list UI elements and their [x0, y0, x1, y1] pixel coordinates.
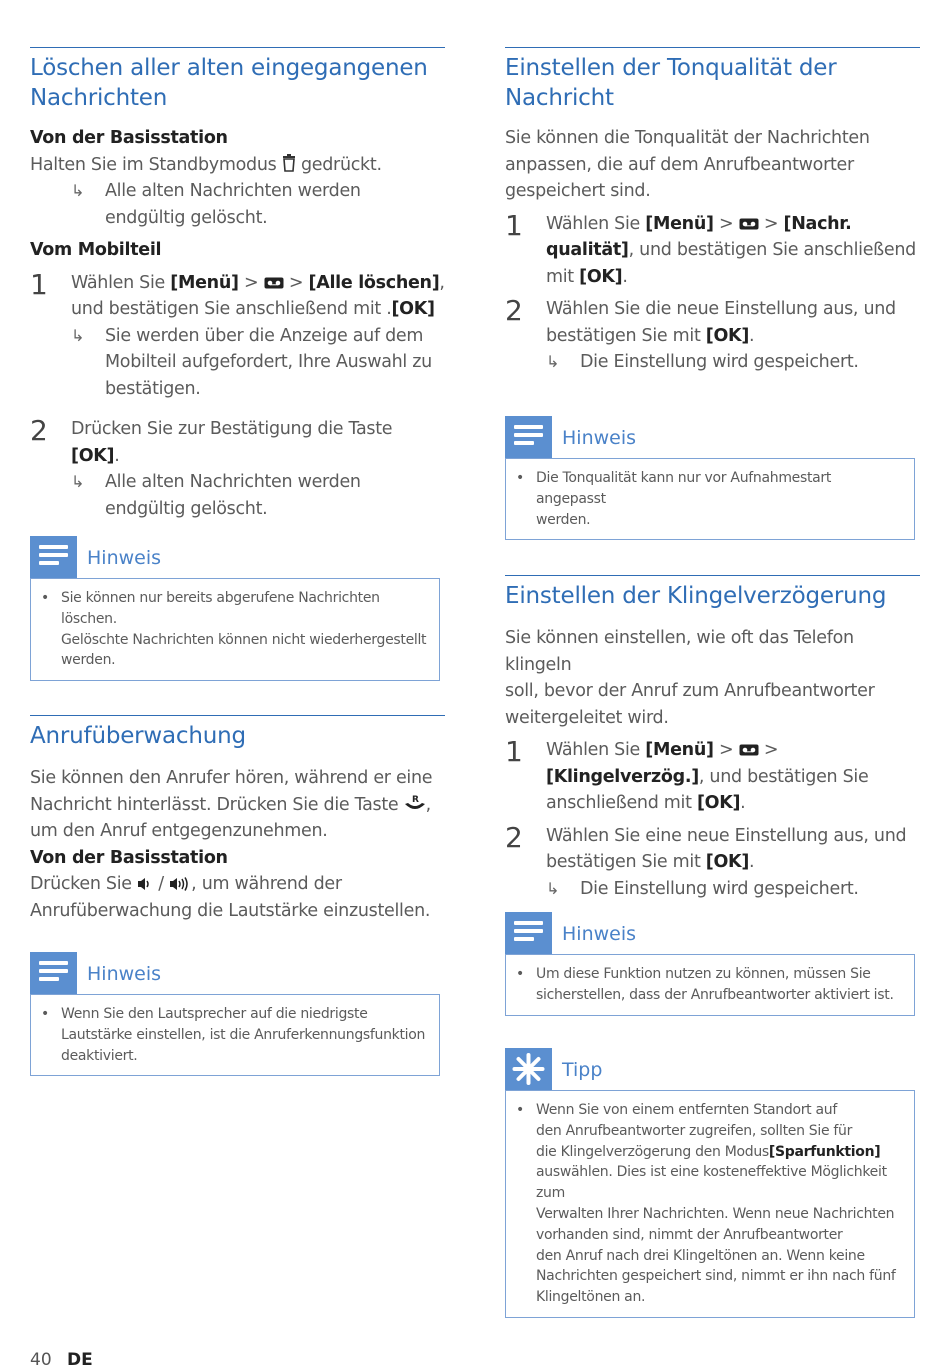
- volume-down-icon: [137, 877, 153, 891]
- page-number: 40: [30, 1350, 52, 1370]
- svg-text:R: R: [411, 794, 419, 805]
- paragraph: Halten Sie im Standbymodus gedrückt.: [30, 154, 382, 175]
- section-title: Anrufüberwachung: [30, 723, 246, 749]
- section-title: Einstellen der Klingelverzögerung: [505, 583, 887, 609]
- subheading: Von der Basisstation: [30, 847, 228, 868]
- result-arrow-icon: ↳: [71, 181, 85, 200]
- section-title: Löschen aller alten eingegangenen Nachrichten: [30, 55, 428, 111]
- result-line: ↳ Die Einstellung wird gespeichert.: [546, 349, 920, 376]
- note-icon: [30, 536, 77, 578]
- note-title: Hinweis: [87, 547, 162, 569]
- phone-r-icon: [404, 794, 426, 812]
- result-arrow-icon: ↳: [546, 878, 560, 898]
- result-line: ↳ Alle alten Nachrichten werden endgültig gelöscht.: [71, 178, 445, 231]
- paragraph: Sie können die Tonqualität der Nachrichten anpassen, die auf dem Anrufbeantworter gespeichert sind.: [505, 128, 870, 201]
- result-line: ↳ Sie werden über die Anzeige auf dem Mobilteil aufgefordert, Ihre Auswahl zu bestätigen.: [71, 323, 445, 403]
- section-ring-delay: [505, 575, 920, 902]
- note-box: Hinweis • Sie können nur bereits abgerufene Nachrichten löschen. Gelöschte Nachrichten können nicht wiederhergestellt werden.: [30, 536, 440, 681]
- step-1: 1 Wählen Sie [Menü] > > [Alle löschen], und bestätigen Sie anschließend mit .[OK] ↳ Sie werden über die Anzeige auf dem Mobilteil aufgefordert, Ihre Auswahl zu bestätigen.: [30, 270, 445, 403]
- subheading: Von der Basisstation: [30, 128, 228, 148]
- note-icon: [505, 912, 552, 954]
- section-delete-all: [30, 47, 445, 522]
- tip-box: Tipp • Wenn Sie von einem entfernten Standort auf den Anrufbeantworter zugreifen, sollten Sie für die Klingelverzögerung den Modus[Sparfunktion] auswählen. Dies ist eine kosteneffektive Möglichkeit zum Verwalten Ihrer Nachrichten. Wenn neue Nachrichten vorhanden sind, nimmt der Anrufbeantworter den Anruf nach drei Klingeltönen an. Wenn keine Nachrichten gespeichert sind, nimmt er ihn nach fünf Klingeltönen an.: [505, 1048, 915, 1318]
- section-call-monitoring: [30, 715, 445, 924]
- result-line: ↳ Die Einstellung wird gespeichert.: [546, 876, 920, 903]
- result-line: ↳ Alle alten Nachrichten werden endgültig gelöscht.: [71, 469, 445, 522]
- note-title: Hinweis: [87, 963, 162, 985]
- paragraph: Sie können einstellen, wie oft das Telefon klingeln soll, bevor der Anruf zum Anrufbeantworter weitergeleitet wird.: [505, 628, 875, 728]
- step-2: 2 Wählen Sie die neue Einstellung aus, und bestätigen Sie mit [OK]. ↳ Die Einstellung wird gespeichert.: [505, 296, 920, 376]
- section-title: Einstellen der Tonqualität der Nachricht: [505, 55, 837, 111]
- result-arrow-icon: ↳: [546, 352, 560, 371]
- note-box: Hinweis • Die Tonqualität kann nur vor Aufnahmestart angepasst werden.: [505, 416, 915, 540]
- subheading: Vom Mobilteil: [30, 240, 162, 260]
- note-icon: [505, 416, 552, 458]
- tip-icon: [505, 1048, 552, 1090]
- answering-machine-icon: [739, 743, 759, 757]
- answering-machine-icon: [739, 217, 759, 231]
- bullet-icon: •: [516, 1102, 524, 1118]
- step-1: 1 Wählen Sie [Menü] > > [Nachr. qualität], und bestätigen Sie anschließend mit [OK].: [505, 208, 916, 287]
- tip-title: Tipp: [562, 1059, 603, 1081]
- note-title: Hinweis: [562, 923, 637, 945]
- section-sound-quality: [505, 47, 920, 376]
- volume-up-icon: [169, 877, 191, 891]
- bullet-icon: •: [516, 966, 524, 982]
- language-code: DE: [67, 1350, 93, 1370]
- note-box: Hinweis • Um diese Funktion nutzen zu können, müssen Sie sicherstellen, dass der Anrufbeantworter aktiviert ist.: [505, 912, 915, 1016]
- step-2: 2 Wählen Sie eine neue Einstellung aus, und bestätigen Sie mit [OK]. ↳ Die Einstellung wird gespeichert.: [505, 823, 920, 903]
- note-box: Hinweis • Wenn Sie den Lautsprecher auf die niedrigste Lautstärke einstellen, ist die Anruferkennungsfunktion deaktiviert.: [30, 952, 440, 1076]
- page-footer: [30, 1350, 93, 1370]
- paragraph: Drücken Sie / , um während der Anrufüberwachung die Lautstärke einzustellen.: [30, 874, 431, 921]
- result-arrow-icon: ↳: [71, 325, 85, 345]
- note-title: Hinweis: [562, 427, 637, 449]
- step-1: 1 Wählen Sie [Menü] > > [Klingelverzög.], und bestätigen Sie anschließend mit [OK].: [505, 735, 869, 813]
- bullet-icon: •: [516, 470, 524, 486]
- answering-machine-icon: [264, 276, 284, 290]
- trash-icon: [282, 154, 296, 172]
- result-arrow-icon: ↳: [71, 472, 85, 491]
- paragraph: Sie können den Anrufer hören, während er eine Nachricht hinterlässt. Drücken Sie die Taste R , um den Anruf entgegenzunehmen.: [30, 768, 433, 841]
- note-icon: [30, 952, 77, 994]
- bullet-icon: •: [41, 590, 49, 606]
- bullet-icon: •: [41, 1006, 49, 1022]
- step-2: 2 Drücken Sie zur Bestätigung die Taste [OK]. ↳ Alle alten Nachrichten werden endgültig gelöscht.: [30, 416, 445, 522]
